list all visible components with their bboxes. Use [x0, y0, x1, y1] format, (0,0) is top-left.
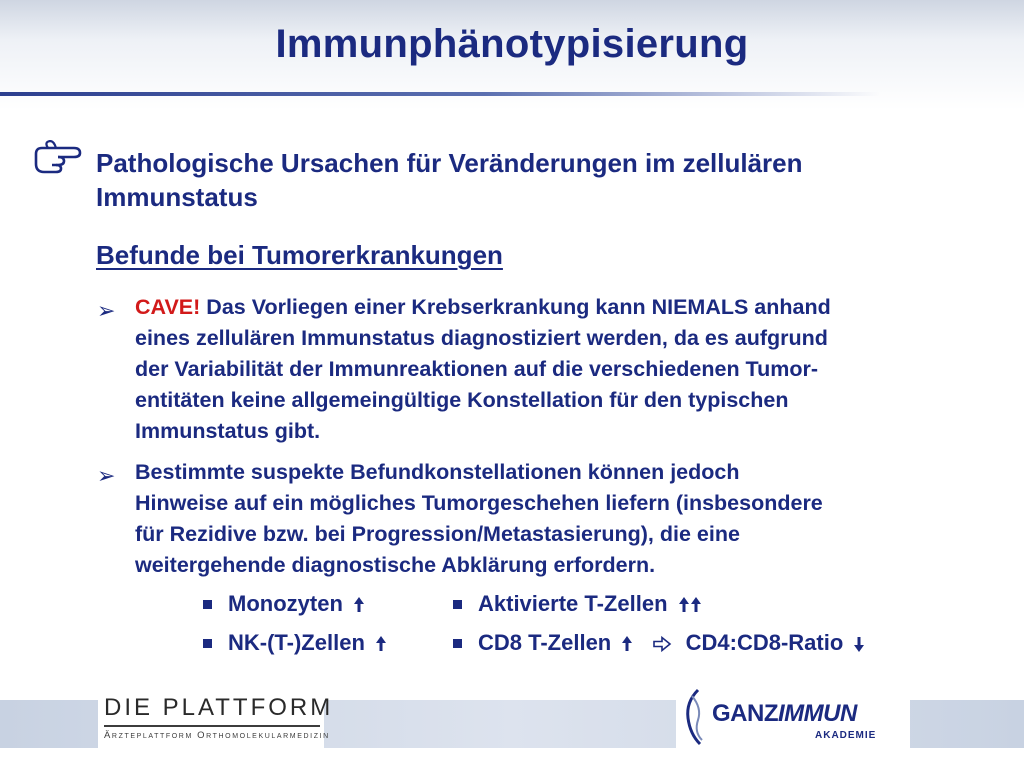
arrow-up-icon	[678, 596, 702, 614]
bullet-line: Immunstatus gibt.	[135, 419, 321, 443]
bullet-line: weitergehende diagnostische Abklärung erfordern.	[135, 553, 656, 577]
arrow-up-icon	[353, 596, 365, 614]
finding-label: CD8 T-Zellen	[478, 630, 612, 655]
finding-nk-t-zellen	[228, 630, 387, 656]
arrow-bullet-icon: ➢	[97, 298, 116, 323]
arrow-up-icon	[621, 635, 633, 653]
bullet-line: eines zellulären Immunstatus diagnostiziert werden, da es aufgrund	[135, 326, 828, 350]
square-bullet-icon	[453, 639, 462, 648]
arrow-down-icon	[853, 635, 865, 653]
bullet-suspect	[135, 457, 823, 581]
subheading: Befunde bei Tumorerkrankungen	[96, 240, 503, 270]
finding-cd8-t-zellen	[478, 630, 865, 656]
hollow-right-arrow-icon	[652, 635, 672, 653]
bullet-line: für Rezidive bzw. bei Progression/Metastasierung), die eine	[135, 522, 740, 546]
bullet-line: entitäten keine allgemeingültige Konstellation für den typischen	[135, 388, 789, 412]
slide-title: Immunphänotypisierung	[275, 22, 749, 66]
akademie-label: AKADEMIE	[815, 730, 877, 741]
square-bullet-icon	[203, 639, 212, 648]
arrow-bullet-icon: ➢	[97, 463, 116, 488]
die-plattform-logo: DIE PLATTFORM	[104, 694, 334, 721]
logo-ganz-part: GANZ	[712, 700, 778, 727]
heading-line-2: Immunstatus	[96, 182, 258, 212]
finding-label: CD4:CD8-Ratio	[685, 630, 844, 655]
bullet-line: der Variabilität der Immunreaktionen auf die verschiedenen Tumor-	[135, 357, 819, 381]
bullet-line: Bestimmte suspekte Befundkonstellationen können jedoch	[135, 460, 740, 484]
finding-monozyten	[228, 591, 365, 617]
finding-aktivierte-t-zellen	[478, 591, 702, 617]
bullet-line: Hinweise auf ein mögliches Tumorgeschehen liefern (insbesondere	[135, 491, 823, 515]
finding-label: NK-(T-)Zellen	[228, 630, 365, 655]
logo-divider	[104, 725, 320, 727]
arrow-up-icon	[375, 635, 387, 653]
pointing-hand-icon	[34, 140, 84, 174]
finding-label: Aktivierte T-Zellen	[478, 591, 668, 616]
square-bullet-icon	[203, 600, 212, 609]
bullet-line: Das Vorliegen einer Krebserkrankung kann NIEMALS anhand	[200, 295, 831, 319]
section-heading	[96, 146, 803, 214]
die-plattform-subtitle: Ärzteplattform Orthomolekularmedizin	[104, 730, 330, 741]
square-bullet-icon	[453, 600, 462, 609]
cave-label: CAVE!	[135, 295, 201, 319]
heading-line-1: Pathologische Ursachen für Veränderungen im zellulären	[96, 148, 803, 178]
logo-immun-part: IMMUN	[778, 700, 857, 727]
title-underline	[0, 92, 880, 96]
bullet-cave	[135, 292, 831, 447]
ganzimmun-logo	[712, 700, 857, 728]
finding-label: Monozyten	[228, 591, 343, 616]
ganzimmun-logo-mark-icon	[684, 688, 706, 746]
